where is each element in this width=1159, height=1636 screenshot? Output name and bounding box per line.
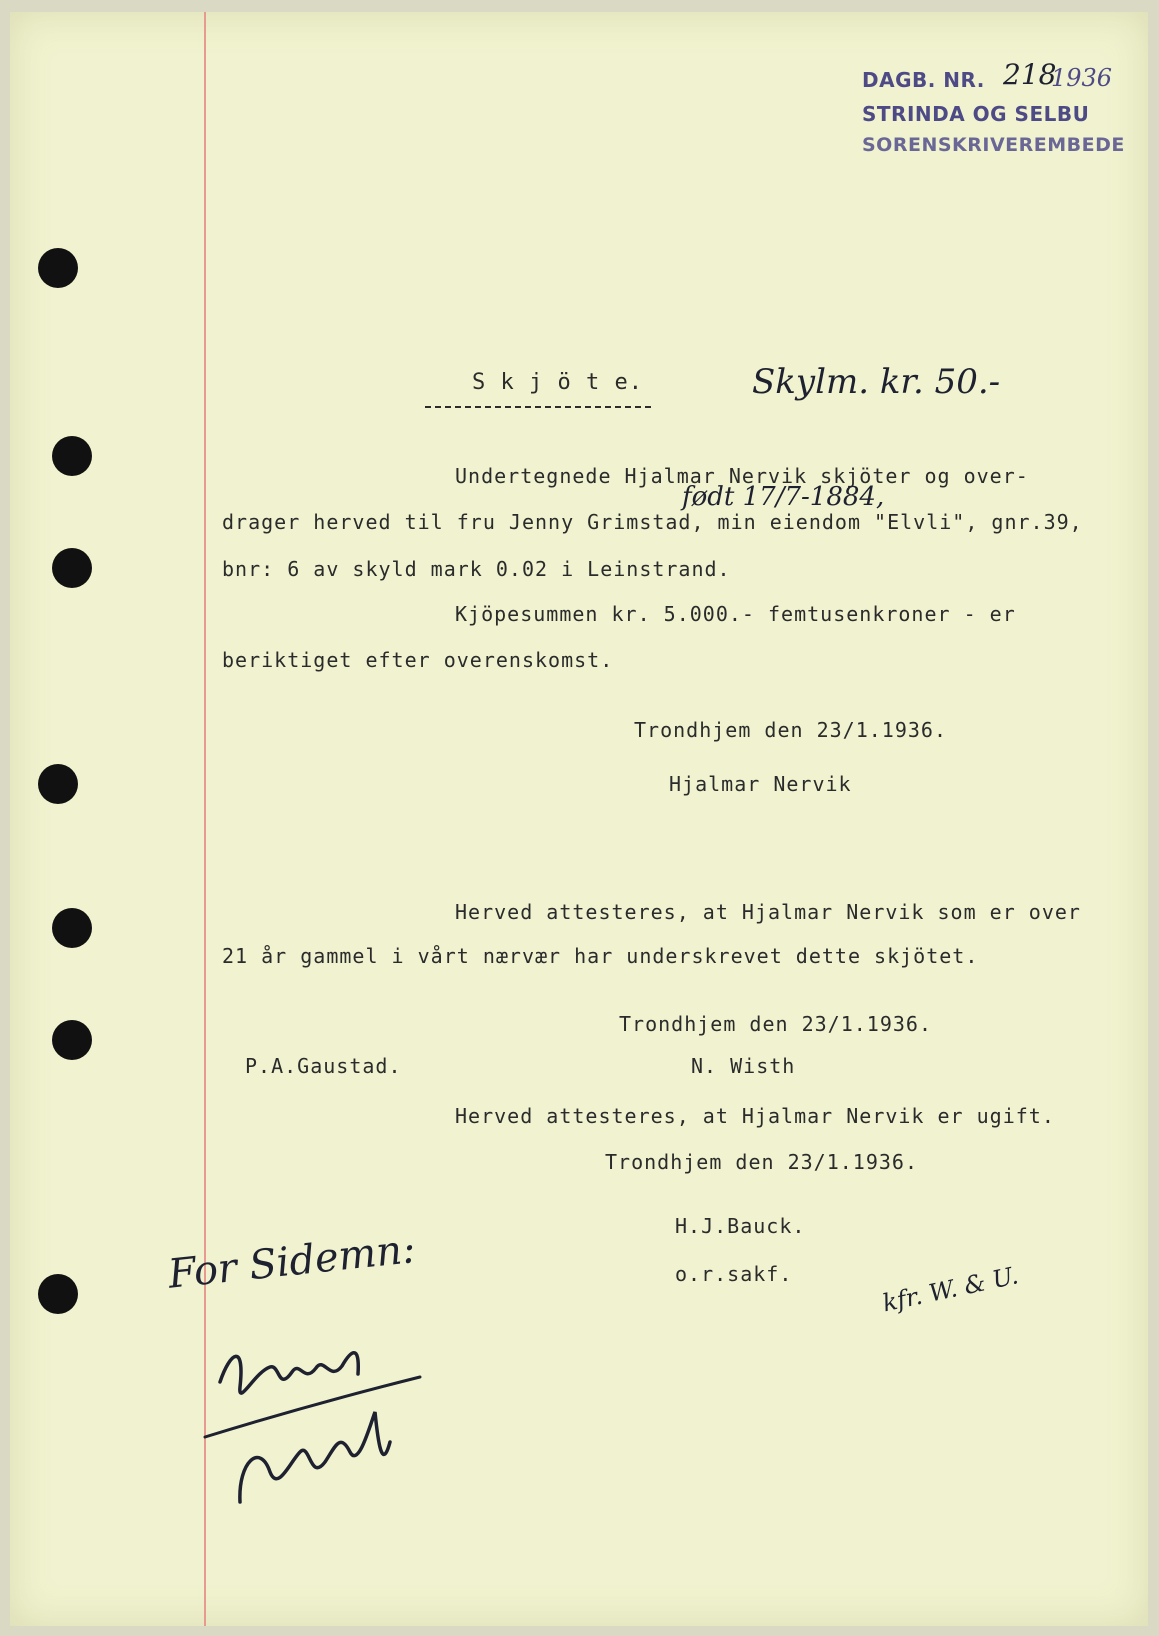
- witness-2: N. Wisth: [691, 1054, 796, 1078]
- paragraph-1-line-1: Undertegnede Hjalmar Nervik skjöter og over-: [455, 464, 1029, 488]
- paragraph-2-line-1: Kjöpesummen kr. 5.000.- femtusenkroner - er: [455, 602, 1016, 626]
- punch-hole: [38, 764, 78, 804]
- place-date-1: Trondhjem den 23/1.1936.: [634, 718, 947, 742]
- place-date-3: Trondhjem den 23/1.1936.: [605, 1150, 918, 1174]
- attest-2: Herved attesteres, at Hjalmar Nervik er ugift.: [455, 1104, 1055, 1128]
- handwritten-annotation: For Sidemn:: [166, 1226, 418, 1298]
- place-date-2: Trondhjem den 23/1.1936.: [619, 1012, 932, 1036]
- document-page: [10, 12, 1148, 1626]
- attest-1-line-2: 21 år gammel i vårt nærvær har underskrevet dette skjötet.: [222, 944, 979, 968]
- punch-hole: [38, 248, 78, 288]
- signer-name: Hjalmar Nervik: [669, 772, 852, 796]
- title-underline: [425, 406, 651, 408]
- paragraph-2-line-2: beriktiget efter overenskomst.: [222, 648, 614, 672]
- margin-note: kfr. W. & U.: [880, 1261, 1021, 1318]
- punch-hole: [52, 1020, 92, 1060]
- stamp-label: DAGB. NR.: [862, 68, 985, 92]
- fee-note: Skylm. kr. 50.-: [752, 362, 1001, 402]
- punch-hole: [52, 548, 92, 588]
- officer-title: o.r.sakf.: [675, 1262, 793, 1286]
- stamp-office: SORENSKRIVEREMBEDE: [862, 134, 1125, 156]
- attest-1-line-1: Herved attesteres, at Hjalmar Nervik som er over: [455, 900, 1081, 924]
- stamp-year: 1936: [1051, 64, 1113, 92]
- handwritten-insert: født 17/7-1884,: [682, 482, 885, 512]
- signature-scribble: [200, 1312, 440, 1512]
- paragraph-1-line-3: bnr: 6 av skyld mark 0.02 i Leinstrand.: [222, 557, 731, 581]
- stamp-court: STRINDA OG SELBU: [862, 102, 1090, 126]
- witness-1: P.A.Gaustad.: [245, 1054, 402, 1078]
- officer-name: H.J.Bauck.: [675, 1214, 806, 1238]
- punch-hole: [52, 908, 92, 948]
- paragraph-1-line-2: drager herved til fru Jenny Grimstad, min eiendom "Elvli", gnr.39,: [222, 510, 1083, 534]
- punch-hole: [38, 1274, 78, 1314]
- stamp-number: 218: [1003, 58, 1057, 91]
- document-title: S k j ö t e.: [472, 370, 643, 395]
- punch-hole: [52, 436, 92, 476]
